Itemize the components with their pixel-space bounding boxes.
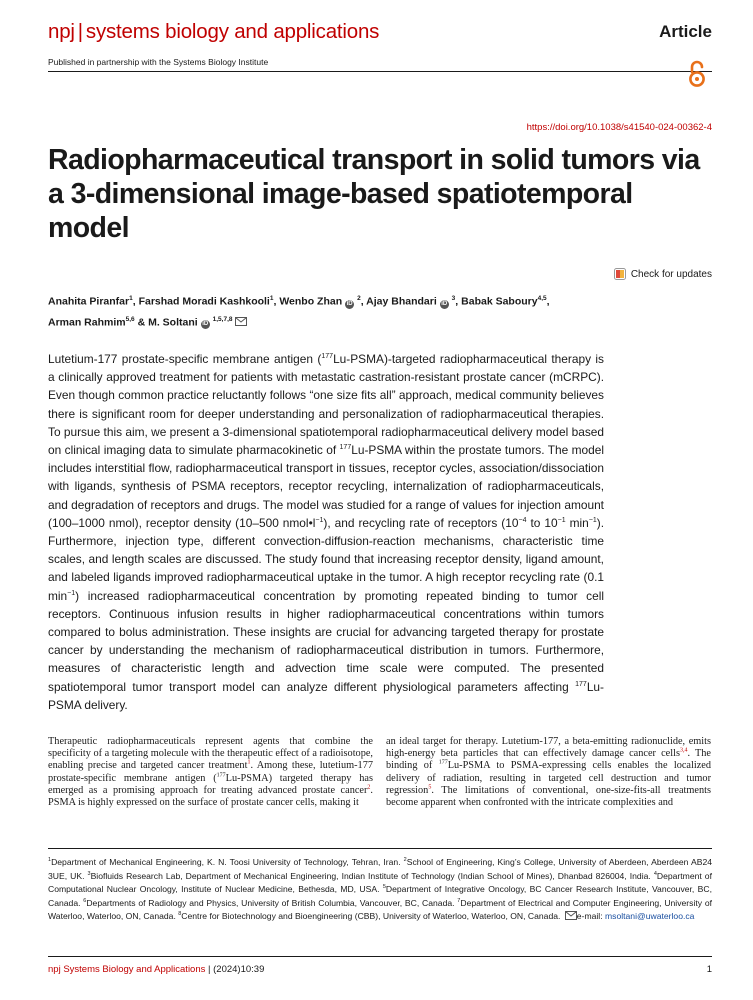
journal-prefix: npj	[48, 20, 75, 43]
footer-citation: (2024)10:39	[213, 964, 265, 975]
superscript: −1	[315, 516, 324, 524]
superscript: 177	[339, 444, 352, 452]
author-affiliation-ref: 4,5	[537, 295, 547, 302]
affiliations-divider	[48, 848, 712, 849]
masthead	[48, 20, 712, 50]
body-text: Lu-PSMA) targeted therapy has emerged as a promising approach for treating advanced prostate cancer	[48, 772, 373, 796]
superscript: −1	[557, 516, 566, 524]
article-title: Radiopharmaceutical transport in solid tumors via a 3-dimensional image-based spatiotemporal model	[48, 144, 700, 244]
citation-link[interactable]: 3,4	[679, 747, 688, 754]
affiliation-number: 6	[83, 897, 87, 904]
abstract-text: min	[565, 515, 589, 530]
affiliation-text: School of Engineering, King’s College, University of Aberdeen, Aberdeen AB24 3UE, UK.	[48, 857, 712, 881]
affiliation-text: Department of Computational Nuclear Oncology, Institute of Nuclear Medicine, Bethesda, MD, USA.	[48, 870, 712, 895]
body-text: . The binding of	[386, 748, 711, 772]
abstract-text: ) increased radiopharmaceutical concentration by promoting repeated binding to tumor cell receptors. Continuous infusion results in higher radiopharmaceutical concentrations within tumors compared to bolus administration. These insights are crucial for advancing targeted therapy for prostate cancer by understanding the mechanism of radiopharmaceutical distribution in tumors. Furthermore, measures of characteristic length and advection time scale were computed. The presented spatiotemporal tumor transport model can analyze different physiological parameters affecting	[48, 588, 604, 694]
page-footer	[48, 964, 712, 975]
author-affiliation-ref: 1	[269, 295, 274, 302]
citation-link[interactable]: 5	[428, 784, 432, 791]
partnership-line: Published in partnership with the Systems Biology Institute	[48, 57, 269, 67]
affiliation-text: Biofluids Research Lab, Department of Mechanical Engineering, Indian Institute of Technology (Indian School of Mines), Dhanbad 826004, India.	[90, 870, 654, 881]
body-text: an ideal target for therapy. Lutetium-177, a beta-emitting radionuclide, emits high-energy beta particles that can effectively damage cancer cells	[386, 736, 711, 760]
abstract-text: Lu-PSMA)-targeted radiopharmaceutical therapy is a clinically approved treatment for patients with metastatic castration-resistant prostate cancer (mCRPC). Even though common practice reluctantly follows “one size fits all” approach, medical community believes there is significant room for deeper understanding and personalization of radiopharmaceutical therapies. To pursue this aim, we present a 3-dimensional spatiotemporal radiopharmaceutical delivery model based on clinical imaging data to simulate pharmacokinetic of	[48, 352, 605, 458]
abstract-text: Lu-PSMA within the prostate tumors. The model includes interstitial flow, radiopharmaceutical transport in tissues, receptor cycles, association/dissociation with ligands, synthesis of PSMA receptors, receptor recycling, internalization of radiopharmaceuticals, and degradation of receptors and drugs. The model was studied for a range of values for injection amount (100–1000 nmol), receptor density (10–500 nmol•l	[48, 443, 605, 530]
journal-title[interactable]	[48, 20, 712, 44]
body-text: Lu-PSMA to PSMA-expressing cells enables the localized delivery of radiation, resulting in targeted cell destruction and tumor regression	[386, 760, 711, 796]
author-name[interactable]: Arman Rahmim	[48, 316, 126, 328]
body-column-left	[48, 736, 373, 809]
author-affiliation-ref: 1	[129, 295, 133, 302]
orcid-icon[interactable]: iD	[441, 300, 448, 307]
affiliation-number: 4	[653, 870, 657, 877]
affiliation-number: 1	[48, 857, 52, 864]
citation-link[interactable]: 2	[367, 784, 371, 791]
corresponding-email-link[interactable]: msoltani@uwaterloo.ca	[604, 911, 695, 922]
journal-separator: |	[77, 20, 83, 43]
author-ampersand: &	[137, 316, 146, 328]
citation-link[interactable]: 1	[247, 759, 251, 766]
affiliation-number: 5	[382, 884, 386, 891]
header-divider	[48, 71, 712, 72]
author-name[interactable]: Babak Saboury	[461, 295, 538, 308]
affiliation-number: 2	[403, 857, 407, 864]
orcid-icon[interactable]: iD	[346, 300, 353, 307]
email-label: e-mail:	[576, 911, 605, 922]
footer-journal-link[interactable]: npj Systems Biology and Applications	[48, 964, 206, 975]
check-for-updates-button[interactable]	[614, 268, 712, 280]
affiliation-number: 7	[457, 897, 461, 904]
article-type-label: Article	[659, 22, 712, 41]
doi-link[interactable]: https://doi.org/10.1038/s41540-024-00362-4	[526, 122, 712, 133]
author-affiliation-ref: 2	[357, 295, 361, 302]
journal-name: systems biology and applications	[85, 20, 380, 43]
superscript: −1	[588, 516, 597, 524]
affiliation-number: 3	[87, 870, 91, 877]
affiliations	[48, 856, 712, 924]
envelope-icon	[565, 911, 577, 920]
orcid-icon[interactable]: iD	[202, 321, 209, 327]
abstract	[48, 350, 604, 714]
body-text: . The limitations of conventional, one-size-fits-all treatments become apparent when confronted with the intricate complexities and	[386, 784, 711, 809]
author-affiliation-ref: 1,5,7,8	[212, 315, 233, 323]
abstract-text: to 10	[526, 515, 558, 530]
footer-divider	[48, 956, 712, 957]
open-access-lock-icon[interactable]	[688, 60, 706, 88]
crossmark-icon	[614, 268, 626, 280]
affiliation-text: Department of Integrative Oncology, BC Cancer Research Institute, Vancouver, BC, Canada.	[48, 884, 713, 908]
affiliation-text: Department of Electrical and Computer Engineering, University of Waterloo, Waterloo, ON, Canada.	[48, 897, 712, 922]
body-column-right	[386, 736, 711, 809]
affiliation-text: Departments of Radiology and Physics, University of British Columbia, Vancouver, BC, Canada.	[86, 897, 458, 908]
affiliation-text: Department of Mechanical Engineering, K. N. Toosi University of Technology, Tehran, Iran.	[51, 857, 404, 867]
superscript: 177	[575, 680, 587, 688]
footer-separator: |	[205, 964, 214, 975]
author-affiliation-ref: 3	[451, 295, 456, 302]
envelope-icon[interactable]	[235, 317, 247, 326]
abstract-text: ), and recycling rate of receptors (10	[323, 515, 519, 530]
abstract-text: Lutetium-177 prostate-specific membrane antigen (	[48, 352, 322, 366]
superscript: 177	[438, 759, 448, 766]
affiliation-number: 8	[178, 911, 182, 918]
body-text: Therapeutic radiopharmaceuticals represent agents that combine the specificity of a targeting molecule with the therapeutic effect of a radioisotope, enabling precise and targeted cancer treatment	[48, 736, 373, 772]
body-text: . Among these, lutetium-177 prostate-specific membrane antigen (	[48, 760, 374, 784]
author-name[interactable]: Wenbo Zhan	[279, 295, 343, 308]
author-name[interactable]: Farshad Moradi Kashkooli	[138, 295, 270, 308]
abstract-text: Lu-PSMA delivery.	[48, 679, 604, 712]
body-text: . PSMA is highly expressed on the surface of prostate cancer cells, making it	[48, 784, 373, 809]
author-list: Anahita Piranfar$^1$, Farshad Moradi Kashkooli$^1$, Wenbo Zhan iD $^2$, Ajay Bhandari iD $^3$, Babak Saboury$^{4,5}$, Arman Rahmim$^{5,6}$ & M. Soltani iD $^{1,5,7,8}$	[48, 295, 550, 328]
superscript: 177	[216, 772, 226, 779]
page-number: 1	[706, 964, 712, 975]
author-affiliation-ref: 5,6	[125, 315, 135, 323]
check-for-updates-label: Check for updates	[630, 268, 712, 280]
author-name[interactable]: Anahita Piranfar	[48, 295, 130, 308]
superscript: 177	[321, 353, 334, 361]
affiliation-text: Centre for Biotechnology and Bioengineering (CBB), University of Waterloo, Waterloo, ON, Canada.	[181, 911, 563, 922]
abstract-text: ). Furthermore, injection type, different convection-diffusion-reaction mechanisms, characteristic time scales, and length scales are discussed. The study found that increasing receptor density, ligand amount, and labeled ligands improved radiopharmaceutical uptake in the tumor. A high receptor recycling rate (0.1 min	[48, 515, 605, 603]
author-name[interactable]: M. Soltani	[148, 316, 198, 328]
superscript: −1	[67, 589, 76, 597]
author-name[interactable]: Ajay Bhandari	[366, 295, 437, 308]
superscript: −4	[518, 516, 527, 524]
